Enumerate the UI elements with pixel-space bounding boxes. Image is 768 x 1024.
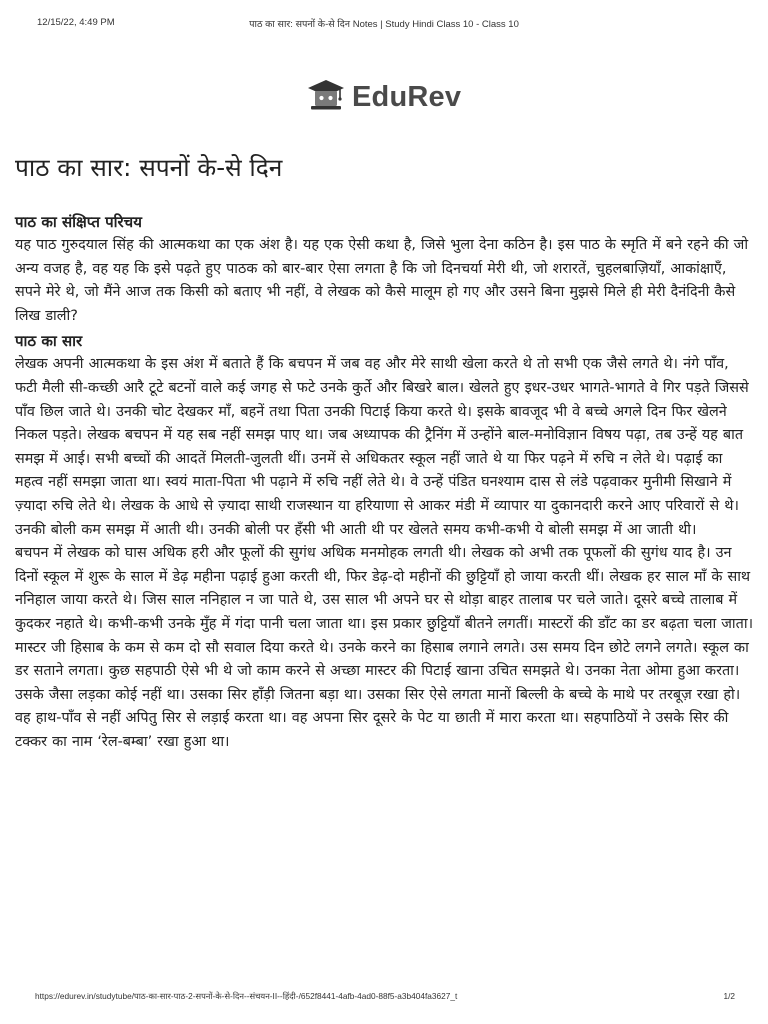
page-number: 1/2 [723,991,735,1001]
section-summary [15,329,755,754]
brand-name: EduRev [352,80,462,113]
page-url[interactable]: https://edurev.in/studytube/पाठ-का-सार-पाठ-2-सपनों-के-से-दिन--संचयन-II--हिंदी-/652f8441-4afb-4ad0-88f5-a3b404fa3627_t [35,991,458,1001]
paragraph: यह पाठ गुरुदयाल सिंह की आत्मकथा का एक अंश है। यह एक ऐसी कथा है, जिसे भुला देना कठिन है। इस पाठ के स्मृति में बने रहने की जो अन्य वजह है, वह यह कि इसे पढ़ते हुए पाठक को बार-बार ऐसा लगता है कि जो दिनचर्या मेरी थी, जो शरारतें, चुहलबाज़ियाँ, आकांक्षाएँ, सपने मेरे थे, जो मैंने आज तक किसी को बताए भी नहीं, वे लेखक को कैसे मालूम हो गए और उसने बिना मुझसे मिले ही मेरी दैनंदिनी कैसे लिख डाली? [15,237,749,324]
section-introduction [15,210,755,328]
print-header [0,17,768,33]
paragraph: लेखक अपनी आत्मकथा के इस अंश में बताते हैं कि बचपन में जब वह और मेरे साथी खेला करते थे तो सभी एक जैसे लगते थे। नंगे पाँव, फटी मैली सी-कच्छी आरै टूटे बटनों वाले कई जगह से फटे उनके कुर्ते और बिखरे बाल। खेलते हुए इधर-उधर भागते-भागते वे गिर पड़ते जिससे पाँव छिल जाते थे। उनकी चोट देखकर माँ, बहनें तथा पिता उनकी पिटाई किया करते थे। इसके बावजूद भी वे बच्चे अगले दिन फिर खेलने निकल पड़ते। लेखक बचपन में यह सब नहीं समझ पाए था। जब अध्यापक की ट्रैनिंग में उन्होंने बाल-मनोविज्ञान विषय पढ़ा, तब उन्हें यह बात समझ में आई। सभी बच्चों की आदतें मिलती-जुलती थीं। उनमें से अधिकतर स्कूल नहीं जाते थे या फिर पढ़ने में रुचि न लेते थे। पढ़ाई का महत्व नहीं समझा जाता था। स्वयं माता-पिता भी पढ़ाने में रुचि नहीं लेते थे। वे उन्हें पंडित घनश्याम दास से लंडे पढ़वाकर मुनीमी सिखाने में ज़्यादा रुचि लेते थे। लेखक के आधे से ज़्यादा साथी राजस्थान या हरियाणा से आकर मंडी में व्यापार या दुकानदारी करने आए परिवारों से थे। उनकी बोली कम समझ में आती थी। उनकी बोली पर हँसी भी आती थी पर खेलते समय कभी-कभी ये बोली समझ में आ जाती थी। [15,356,749,538]
graduation-cap-laptop-icon [306,78,346,116]
section-heading: पाठ का सार [15,332,83,351]
paragraph: बचपन में लेखक को घास अधिक हरी और फूलों की सुगंध अधिक मनमोहक लगती थी। लेखक को अभी तक पूफलों की सुगंध याद है। उन दिनों स्कूल में शुरू के साल में डेढ़ महीना पढ़ाई हुआ करती थी, फिर डेढ़-दो महीनों की छुट्टियाँ हो जाया करती थीं। लेखक हर साल माँ के साथ ननिहाल जाया करते थे। जिस साल ननिहाल न जा पाते थे, उस साल भी अपने घर से थोड़ा बाहर तालाब पर चले जाते। दूसरे बच्चे तालाब में कुदकर नहाते थे। कभी-कभी उनके मुँह में गंदा पानी चला जाता था। इस प्रकार छुट्टियाँ बीतने लगतीं। मास्टरों की डाँट का डर बढ़ता चला जाता। मास्टर जी हिसाब के कम से कम दो सौ सवाल दिया करते थे। उनके करने का हिसाब लगाने लगते। उस समय दिन छोटे लगने लगते। स्कूल का डर सताने लगता। कुछ सहपाठी ऐसे भी थे जो काम करने से अच्छा मास्टर की पिटाई खाना उचित समझते थे। उनका नेता ओमा हुआ करता। उसके जैसा लड़का कोई नहीं था। उसका सिर हाँड़ी जितना बड़ा था। उसका सिर ऐसे लगता मानों बिल्ली के बच्चे के माथे पर तरबूज़ रखा हो। वह हाथ-पाँव से नहीं अपितु सिर से लड़ाई करता था। वह अपना सिर दूसरे के पेट या छाती में मारा करता था। सहपाठियों ने उसके सिर की टक्कर का नाम ‘रेल-बम्बा’ रखा हुआ था। [15,545,754,750]
print-datetime: 12/15/22, 4:49 PM [37,17,115,28]
print-title: पाठ का सार: सपनों के-से दिन Notes | Study Hindi Class 10 - Class 10 [249,19,519,30]
edurev-logo[interactable] [306,77,461,117]
section-heading: पाठ का संक्षिप्त परिचय [15,213,142,231]
document-content [15,148,755,754]
print-footer [0,991,768,1005]
page-title: पाठ का सार: सपनों के-से दिन [15,153,283,182]
